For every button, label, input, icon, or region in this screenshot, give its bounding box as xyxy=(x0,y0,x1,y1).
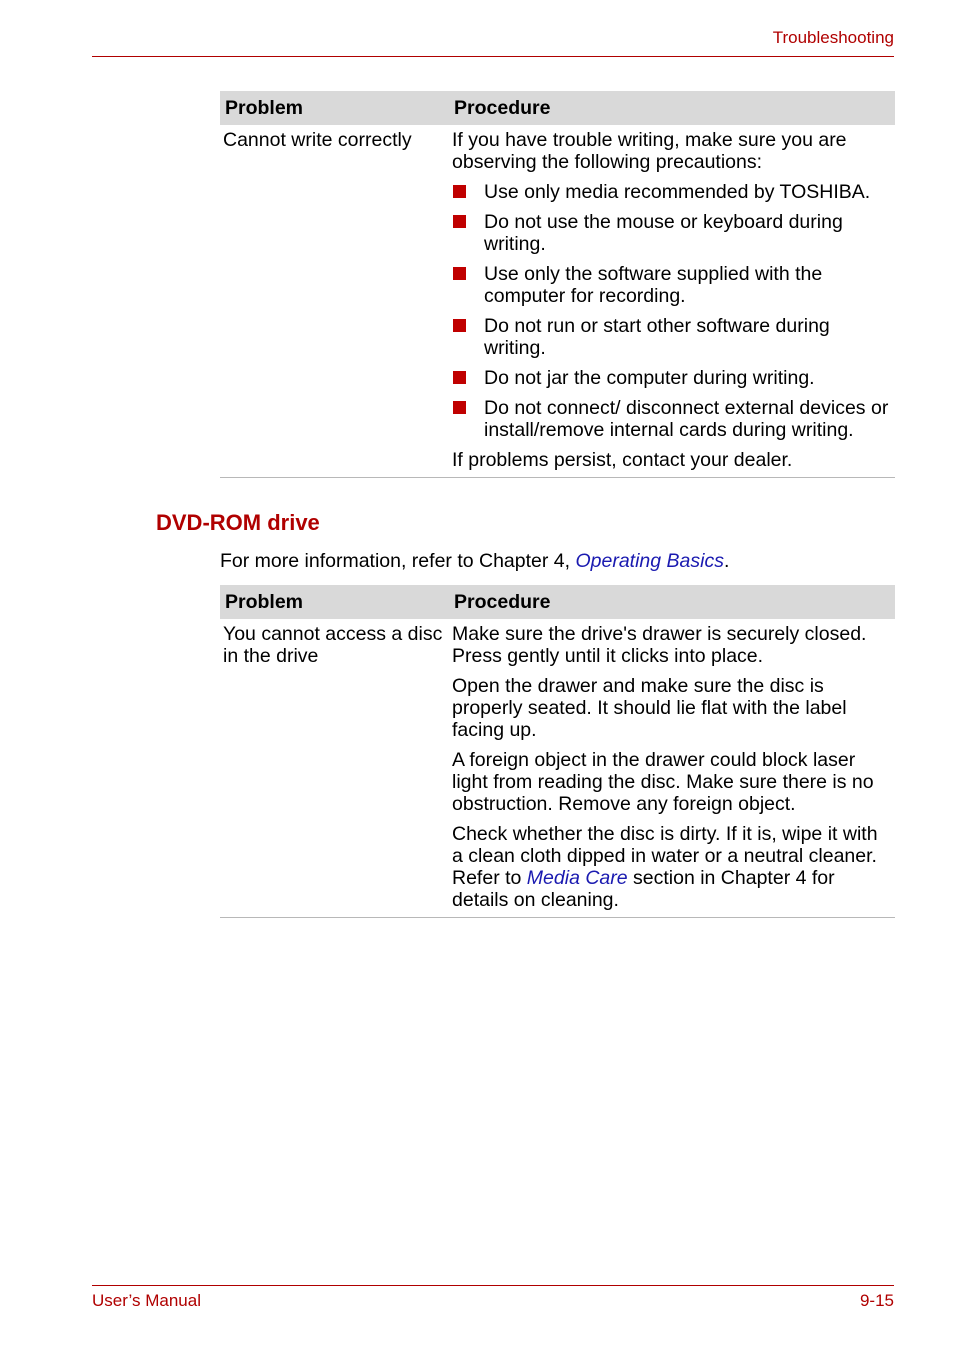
bullet-square-icon xyxy=(453,215,466,228)
column-header-problem: Problem xyxy=(220,91,449,125)
procedure-paragraph: A foreign object in the drawer could block laser light from reading the disc. Make sure there is no obstruction. Remove any foreign object. xyxy=(452,749,874,815)
column-header-procedure: Procedure xyxy=(449,91,895,125)
table-row xyxy=(220,619,895,918)
para-text-before: Check whether the disc is dirty. If it is, wipe it with a clean cloth dipped in water or a neutral cleaner. Refer to xyxy=(452,823,878,889)
procedure-cell xyxy=(449,125,895,478)
list-item xyxy=(452,315,889,359)
troubleshooting-table-writing xyxy=(220,91,895,478)
intro-text: For more information, refer to Chapter 4, xyxy=(220,550,576,572)
list-item xyxy=(452,367,889,389)
bullet-square-icon xyxy=(453,319,466,332)
procedure-paragraph: Make sure the drive's drawer is securely closed. Press gently until it clicks into place. xyxy=(452,623,867,667)
bullet-square-icon xyxy=(453,267,466,280)
running-header: Troubleshooting xyxy=(772,28,894,47)
bullet-square-icon xyxy=(453,185,466,198)
precautions-list xyxy=(452,181,889,441)
list-item-text: Do not run or start other software during writing. xyxy=(484,315,830,359)
procedure-closing: If problems persist, contact your dealer. xyxy=(452,449,793,471)
footer-manual-title: User’s Manual xyxy=(92,1291,201,1310)
operating-basics-link[interactable]: Operating Basics xyxy=(575,550,724,572)
section-heading: DVD-ROM drive xyxy=(156,510,320,535)
intro-end: . xyxy=(723,550,730,572)
table-row xyxy=(220,125,895,478)
problem-cell: You cannot access a disc in the drive xyxy=(220,619,449,918)
procedure-paragraph: Open the drawer and make sure the disc is properly seated. It should lie flat with the label facing up. xyxy=(452,675,847,741)
para-text-after: section in Chapter 4 for details on cleaning. xyxy=(452,867,835,911)
list-item-text: Do not connect/ disconnect external devices or install/remove internal cards during writing. xyxy=(484,397,889,441)
table-header-row xyxy=(220,91,895,125)
header-rule xyxy=(92,56,894,57)
list-item-text: Do not use the mouse or keyboard during writing. xyxy=(484,211,843,255)
troubleshooting-table-dvd xyxy=(220,585,895,918)
list-item xyxy=(452,397,889,441)
table-header-row xyxy=(220,585,895,619)
bullet-square-icon xyxy=(453,371,466,384)
list-item-text: Use only media recommended by TOSHIBA. xyxy=(484,181,871,203)
list-item xyxy=(452,181,889,203)
bullet-square-icon xyxy=(453,401,466,414)
column-header-problem: Problem xyxy=(220,585,449,619)
list-item-text: Do not jar the computer during writing. xyxy=(484,367,815,389)
procedure-intro: If you have trouble writing, make sure you are observing the following precautions: xyxy=(452,129,847,173)
list-item-text: Use only the software supplied with the computer for recording. xyxy=(484,263,823,307)
section-intro xyxy=(220,550,729,573)
list-item xyxy=(452,211,889,255)
column-header-procedure: Procedure xyxy=(449,585,895,619)
procedure-paragraph xyxy=(452,823,889,911)
media-care-link[interactable]: Media Care xyxy=(526,867,628,889)
problem-cell: Cannot write correctly xyxy=(220,125,449,478)
list-item xyxy=(452,263,889,307)
procedure-cell xyxy=(449,619,895,918)
page-number: 9-15 xyxy=(859,1291,894,1310)
footer-rule xyxy=(92,1285,894,1286)
